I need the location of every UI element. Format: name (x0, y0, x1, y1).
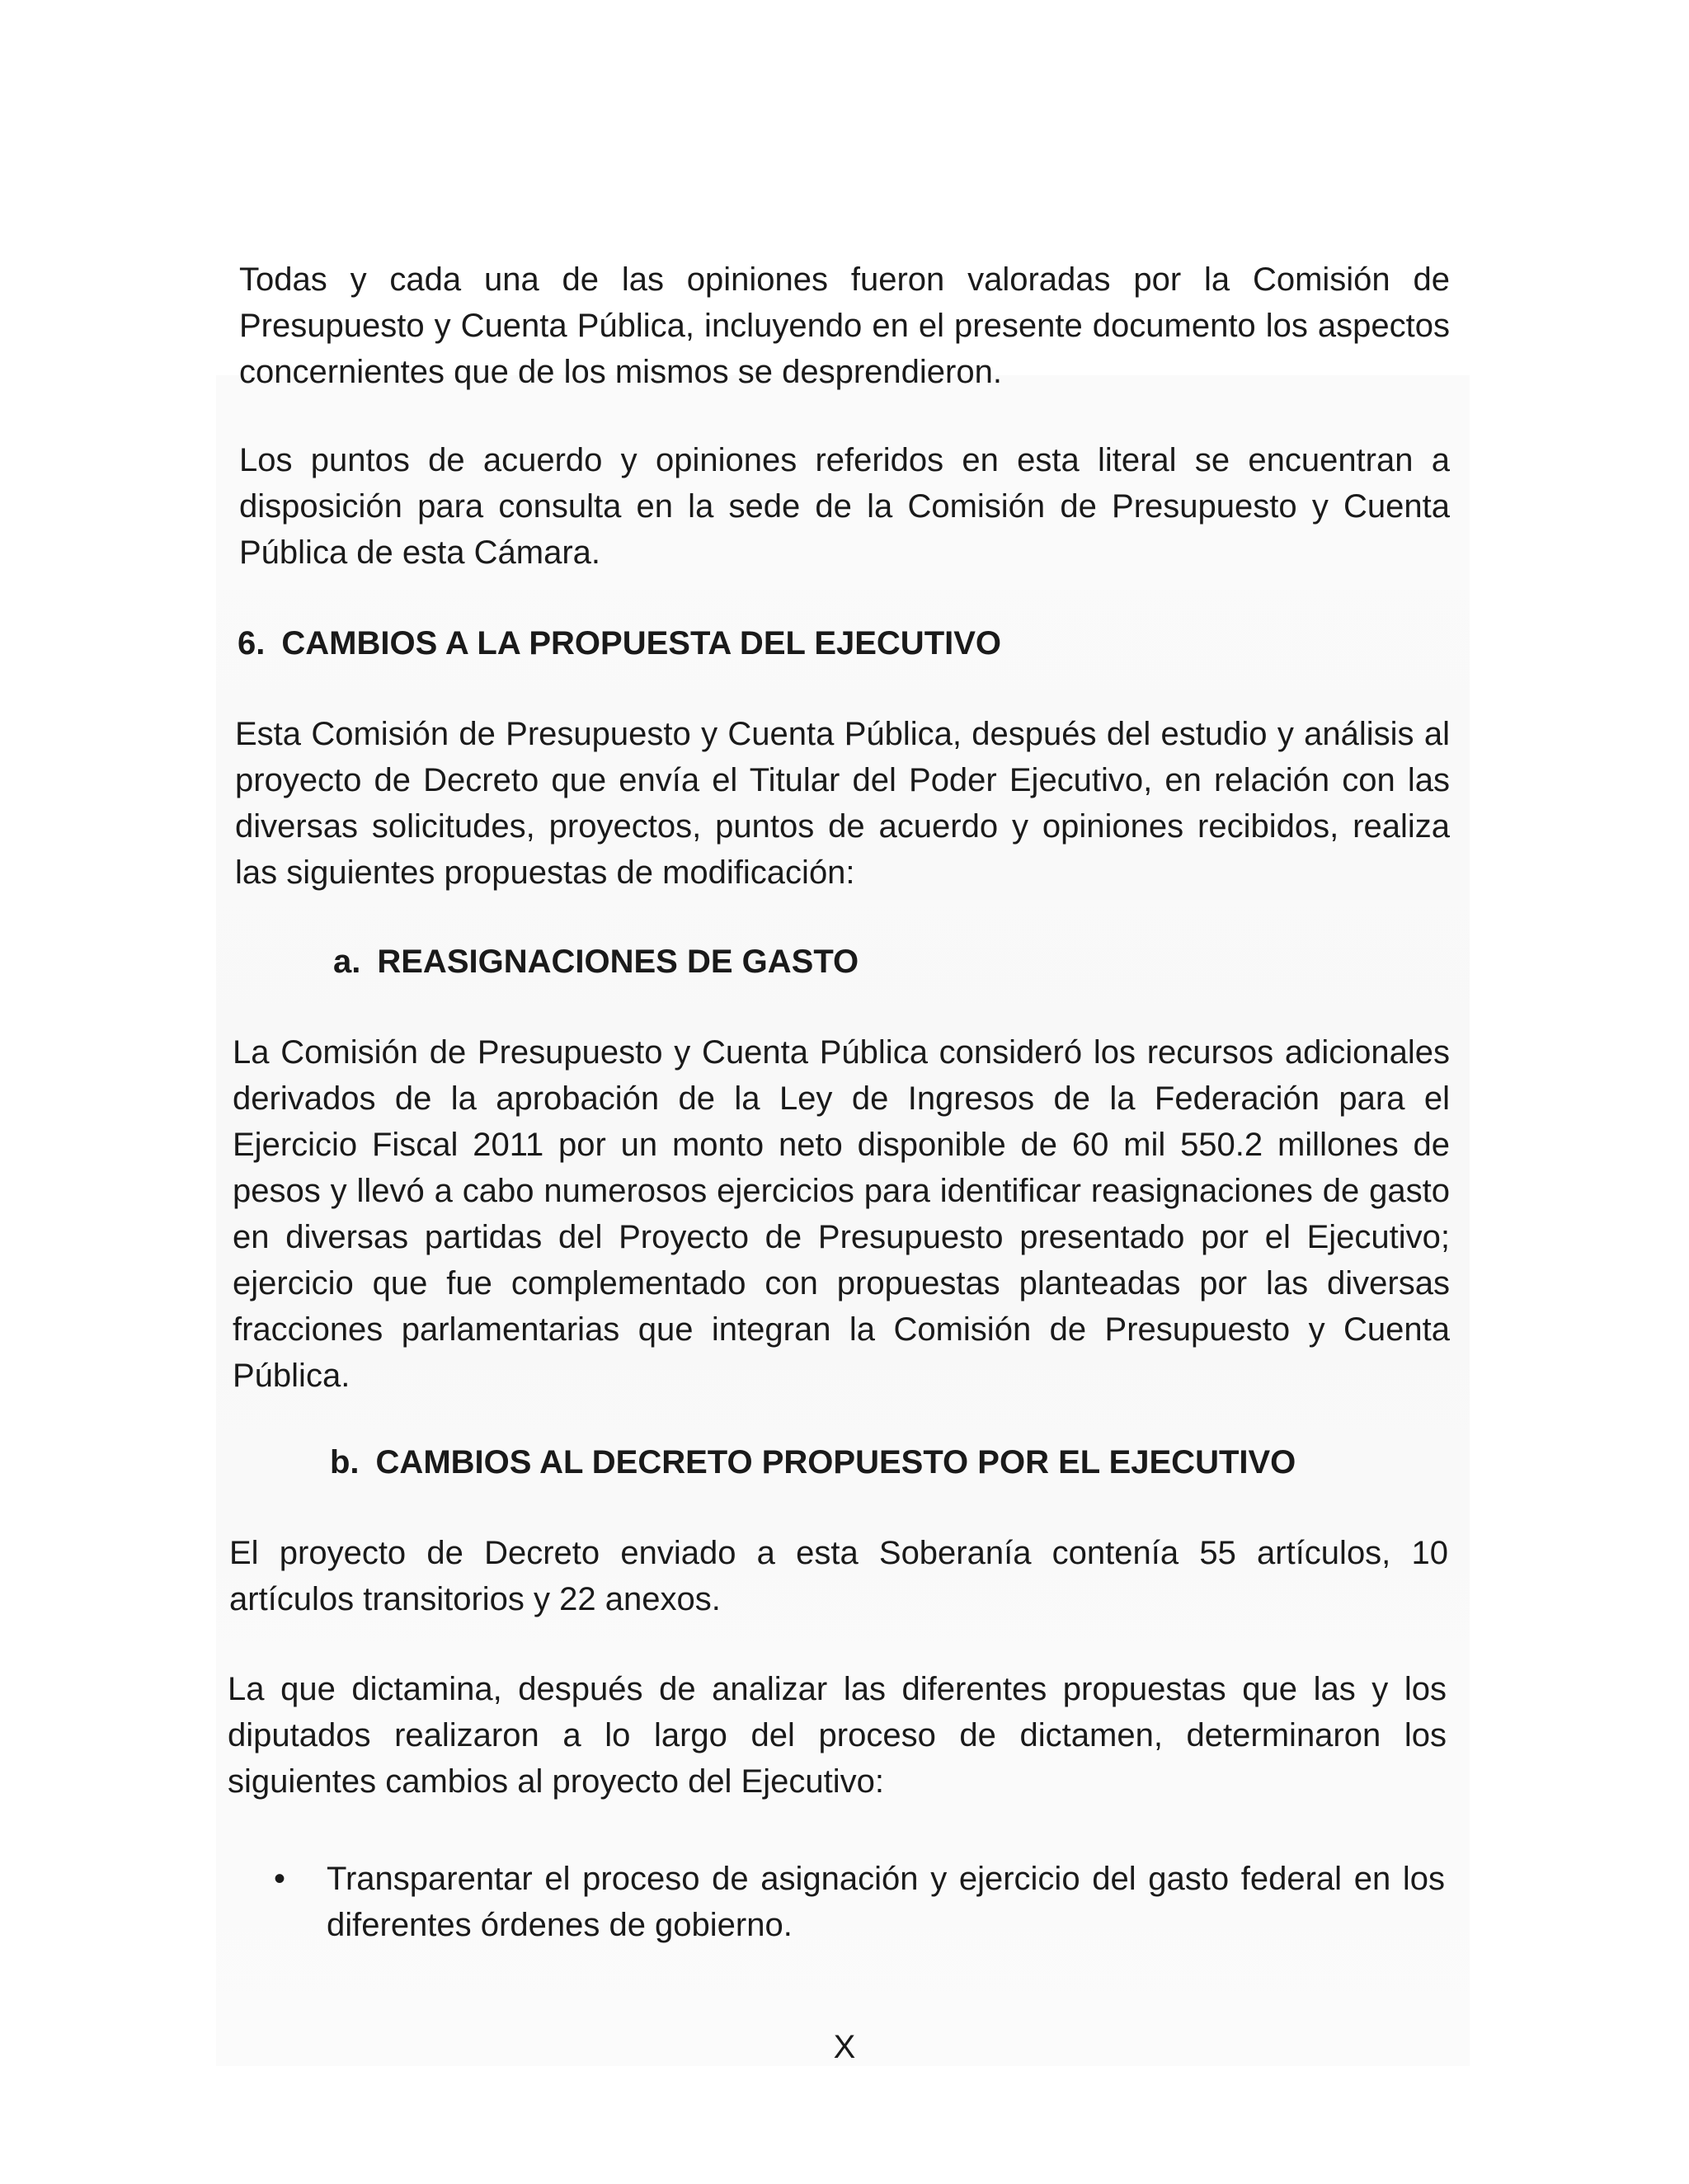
subsection-letter: b. (330, 1444, 360, 1480)
subsection-heading-b (330, 1439, 1296, 1485)
subsection-title: CAMBIOS AL DECRETO PROPUESTO POR EL EJECUTIVO (375, 1444, 1296, 1480)
paragraph-proyecto-decreto: El proyecto de Decreto enviado a esta Soberanía contenía 55 artículos, 10 artículos transitorios y 22 anexos. (229, 1535, 1448, 1617)
paragraph-puntos-de-acuerdo: Los puntos de acuerdo y opiniones referidos en esta literal se encuentran a disposición para consulta en la sede de la Comisión de Presupuesto y Cuenta Pública de esta Cámara. (239, 442, 1450, 571)
subsection-heading-a (333, 939, 859, 985)
paragraph-propuestas-modificacion: Esta Comisión de Presupuesto y Cuenta Pública, después del estudio y análisis al proyecto de Decreto que envía el Titular del Poder Ejecutivo, en relación con las diversas solicitudes, proyectos, puntos de acuerdo y opiniones recibidos, realiza las siguientes propuestas de modificación: (235, 716, 1450, 891)
page-number: X (833, 2029, 856, 2065)
section-number: 6. (238, 625, 266, 661)
bullet-item: Transparentar el proceso de asignación y ejercicio del gasto federal en los diferentes órdenes de gobierno. (327, 1861, 1445, 1943)
paragraph-reasignaciones: La Comisión de Presupuesto y Cuenta Pública consideró los recursos adicionales derivados de la aprobación de la Ley de Ingresos de la Federación para el Ejercicio Fiscal 2011 por un monto neto disponible de 60 mil 550.2 millones de pesos y llevó a cabo numerosos ejercicios para identificar reasignaciones de gasto en diversas partidas del Proyecto de Presupuesto presentado por el Ejecutivo; ejercicio que fue complementado con propuestas planteadas por las diversas fracciones parlamentarias que integran la Comisión de Presupuesto y Cuenta Pública. (233, 1034, 1450, 1394)
paragraph-opiniones: Todas y cada una de las opiniones fueron valoradas por la Comisión de Presupuesto y Cuenta Pública, incluyendo en el presente documento los aspectos concernientes que de los mismos se desprendieron. (239, 261, 1450, 390)
paragraph-cambios-proyecto: La que dictamina, después de analizar las diferentes propuestas que las y los diputados realizaron a lo largo del proceso de dictamen, determinaron los siguientes cambios al proyecto del Ejecutivo: (228, 1671, 1447, 1800)
section-title: CAMBIOS A LA PROPUESTA DEL EJECUTIVO (281, 625, 1002, 661)
bullet-marker: • (274, 1861, 286, 1897)
section-heading-6 (238, 620, 1001, 666)
subsection-title: REASIGNACIONES DE GASTO (377, 944, 859, 980)
subsection-letter: a. (333, 944, 361, 980)
